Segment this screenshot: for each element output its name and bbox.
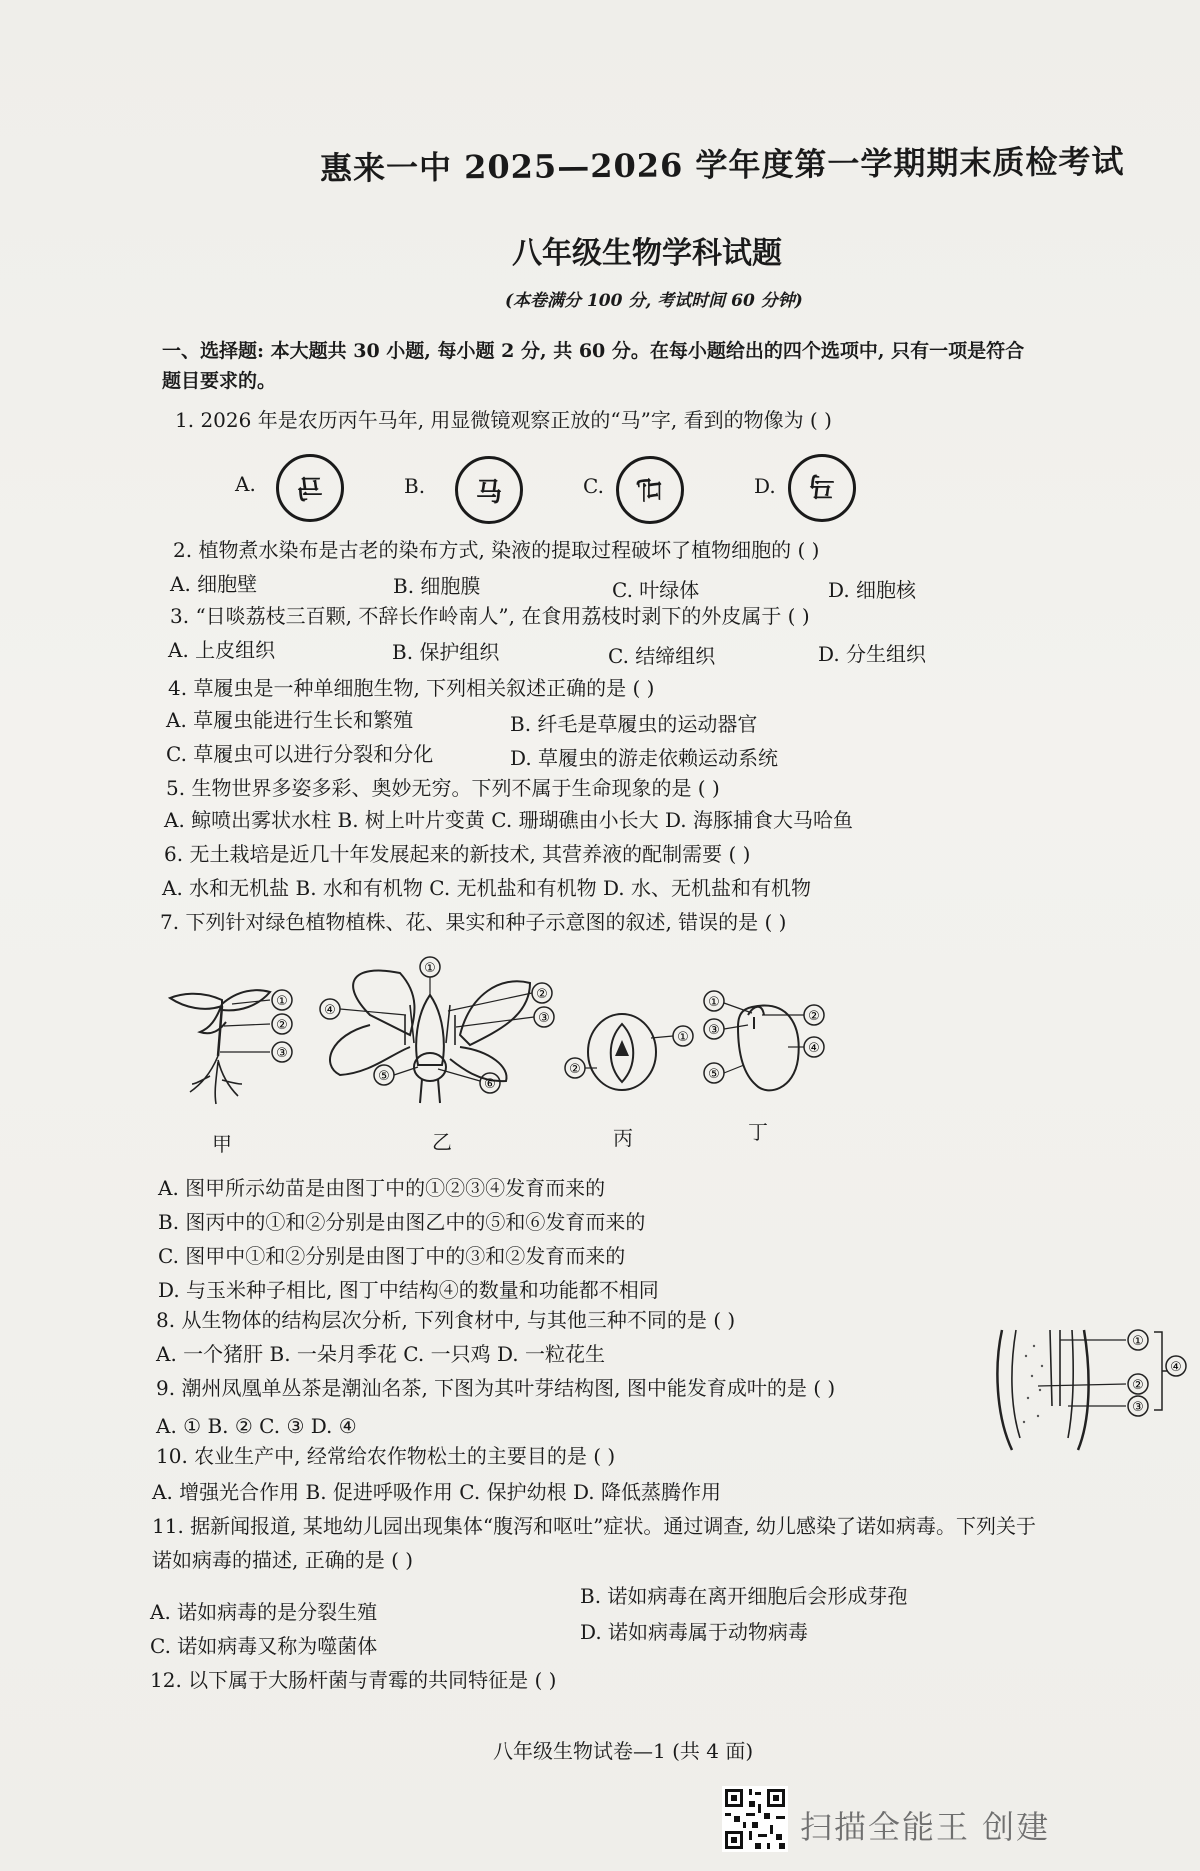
question-11-stem-cont: 诺如病毒的描述, 正确的是 ( ) bbox=[152, 1548, 414, 1572]
q11-option-c: C. 诺如病毒又称为噬菌体 bbox=[150, 1634, 378, 1658]
q7-label-jia: 甲 bbox=[212, 1132, 232, 1156]
flower-marker-4: ④ bbox=[324, 1003, 336, 1018]
bud-marker-3: ③ bbox=[1132, 1400, 1144, 1415]
scanner-watermark: 扫描全能王 创建 bbox=[800, 1808, 1051, 1846]
seed-marker-3: ③ bbox=[708, 1023, 720, 1038]
question-12-stem: 12. 以下属于大肠杆菌与青霉的共同特征是 ( ) bbox=[150, 1668, 557, 1692]
q6-options: A. 水和无机盐 B. 水和有机物 C. 无机盐和有机物 D. 水、无机盐和有机物 bbox=[162, 876, 811, 900]
q5-options: A. 鲸喷出雾状水柱 B. 树上叶片变黄 C. 珊瑚礁由小长大 D. 海豚捕食大马哈鱼 bbox=[164, 808, 853, 832]
q7-figure-flower bbox=[310, 955, 560, 1105]
seed-marker-2: ② bbox=[808, 1009, 820, 1024]
q4-option-b: B. 纤毛是草履虫的运动器官 bbox=[510, 712, 758, 736]
question-10-stem: 10. 农业生产中, 经常给农作物松土的主要目的是 ( ) bbox=[156, 1444, 616, 1468]
flower-marker-1: ① bbox=[424, 961, 436, 976]
q1-option-b-figure bbox=[455, 456, 523, 524]
section-heading-cont: 题目要求的。 bbox=[162, 370, 277, 392]
question-7-stem: 7. 下列针对绿色植物植株、花、果实和种子示意图的叙述, 错误的是 ( ) bbox=[160, 910, 787, 934]
seedling-marker-1: ① bbox=[276, 994, 288, 1009]
fruit-marker-1: ① bbox=[677, 1030, 689, 1045]
section-heading: 一、选择题: 本大题共 30 小题, 每小题 2 分, 共 60 分。在每小题给出的四个选项中, 只有一项是符合 bbox=[162, 340, 1025, 362]
question-2-stem: 2. 植物煮水染布是古老的染布方式, 染液的提取过程破坏了植物细胞的 ( ) bbox=[173, 538, 820, 562]
exam-title: 惠来一中 2025—2026 学年度第一学期期末质检考试 bbox=[319, 142, 1125, 188]
seedling-marker-3: ③ bbox=[276, 1046, 288, 1061]
q1-option-c-letter: C. bbox=[583, 474, 604, 498]
q7-figure-seedling bbox=[160, 980, 320, 1110]
q9-options: A. ① B. ② C. ③ D. ④ bbox=[156, 1414, 357, 1438]
flower-marker-5: ⑤ bbox=[378, 1069, 390, 1084]
q1-option-d-glyph: 马 bbox=[809, 470, 836, 501]
q7-option-d: D. 与玉米种子相比, 图丁中结构④的数量和功能都不相同 bbox=[158, 1278, 659, 1302]
question-9-stem: 9. 潮州凤凰单丛茶是潮汕名茶, 下图为其叶芽结构图, 图中能发育成叶的是 ( ) bbox=[156, 1376, 836, 1400]
question-8-stem: 8. 从生物体的结构层次分析, 下列食材中, 与其他三种不同的是 ( ) bbox=[156, 1308, 736, 1332]
seed-marker-1: ① bbox=[708, 995, 720, 1010]
q11-option-b: B. 诺如病毒在离开细胞后会形成芽孢 bbox=[580, 1584, 908, 1608]
q1-option-a-glyph: 马 bbox=[297, 475, 324, 506]
q1-option-a-letter: A. bbox=[235, 472, 256, 496]
q4-option-c: C. 草履虫可以进行分裂和分化 bbox=[166, 742, 434, 766]
q3-option-c: C. 结缔组织 bbox=[608, 644, 716, 668]
exam-subtitle: 八年级生物学科试题 bbox=[512, 236, 782, 271]
q2-option-c: C. 叶绿体 bbox=[612, 578, 700, 602]
question-6-stem: 6. 无土栽培是近几十年发展起来的新技术, 其营养液的配制需要 ( ) bbox=[164, 842, 751, 866]
q10-options: A. 增强光合作用 B. 促进呼吸作用 C. 保护幼根 D. 降低蒸腾作用 bbox=[152, 1480, 721, 1504]
q7-label-bing: 丙 bbox=[613, 1126, 633, 1150]
flower-marker-3: ③ bbox=[538, 1011, 550, 1026]
q11-option-d: D. 诺如病毒属于动物病毒 bbox=[580, 1620, 809, 1644]
seedling-marker-2: ② bbox=[276, 1018, 288, 1033]
question-11-stem: 11. 据新闻报道, 某地幼儿园出现集体“腹泻和呕吐”症状。通过调查, 幼儿感染了诺如病毒。下列关于 bbox=[152, 1514, 1037, 1538]
q3-option-b: B. 保护组织 bbox=[392, 640, 500, 664]
q1-option-a-figure bbox=[276, 454, 344, 522]
q1-option-c-figure bbox=[616, 456, 684, 524]
q1-option-c-glyph: 马 bbox=[632, 477, 663, 504]
q3-option-d: D. 分生组织 bbox=[818, 642, 927, 666]
qr-code-icon bbox=[722, 1786, 788, 1852]
page-footer: 八年级生物试卷—1 (共 4 面) bbox=[493, 1739, 754, 1763]
q7-option-c: C. 图甲中①和②分别是由图丁中的③和②发育而来的 bbox=[158, 1244, 626, 1268]
question-4-stem: 4. 草履虫是一种单细胞生物, 下列相关叙述正确的是 ( ) bbox=[168, 676, 655, 700]
bud-marker-4: ④ bbox=[1170, 1360, 1182, 1375]
q1-option-d-letter: D. bbox=[754, 474, 776, 498]
q9-figure-leaf-bud bbox=[988, 1326, 1188, 1452]
q4-option-d: D. 草履虫的游走依赖运动系统 bbox=[510, 746, 779, 770]
q7-option-a: A. 图甲所示幼苗是由图丁中的①②③④发育而来的 bbox=[158, 1176, 606, 1200]
q2-option-b: B. 细胞膜 bbox=[393, 574, 481, 598]
q1-option-b-glyph: 马 bbox=[475, 477, 502, 508]
question-5-stem: 5. 生物世界多姿多彩、奥妙无穷。下列不属于生命现象的是 ( ) bbox=[166, 776, 720, 800]
q7-figure-fruit bbox=[555, 1010, 705, 1100]
q1-option-d-figure bbox=[788, 454, 856, 522]
q11-option-a: A. 诺如病毒的是分裂生殖 bbox=[150, 1600, 378, 1624]
q7-figure-seed bbox=[698, 985, 838, 1105]
q7-label-yi: 乙 bbox=[432, 1130, 452, 1154]
seed-marker-4: ④ bbox=[808, 1041, 820, 1056]
flower-marker-6: ⑥ bbox=[484, 1077, 496, 1092]
bud-marker-2: ② bbox=[1132, 1378, 1144, 1393]
question-3-stem: 3. “日啖荔枝三百颗, 不辞长作岭南人”, 在食用荔枝时剥下的外皮属于 ( ) bbox=[170, 604, 810, 628]
q4-option-a: A. 草履虫能进行生长和繁殖 bbox=[166, 708, 414, 732]
fruit-marker-2: ② bbox=[569, 1062, 581, 1077]
q2-option-a: A. 细胞壁 bbox=[170, 572, 258, 596]
q1-option-b-letter: B. bbox=[404, 474, 426, 498]
flower-marker-2: ② bbox=[536, 987, 548, 1002]
seed-marker-5: ⑤ bbox=[708, 1067, 720, 1082]
q2-option-d: D. 细胞核 bbox=[828, 578, 917, 602]
q7-option-b: B. 图丙中的①和②分别是由图乙中的⑤和⑥发育而来的 bbox=[158, 1210, 646, 1234]
q7-label-ding: 丁 bbox=[748, 1120, 768, 1144]
q8-options: A. 一个猪肝 B. 一朵月季花 C. 一只鸡 D. 一粒花生 bbox=[156, 1342, 605, 1366]
bud-marker-1: ① bbox=[1132, 1334, 1144, 1349]
q3-option-a: A. 上皮组织 bbox=[168, 638, 276, 662]
exam-note: (本卷满分 100 分, 考试时间 60 分钟) bbox=[505, 291, 803, 311]
question-1-stem: 1. 2026 年是农历丙午马年, 用显微镜观察正放的“马”字, 看到的物像为 ( ) bbox=[175, 408, 832, 432]
